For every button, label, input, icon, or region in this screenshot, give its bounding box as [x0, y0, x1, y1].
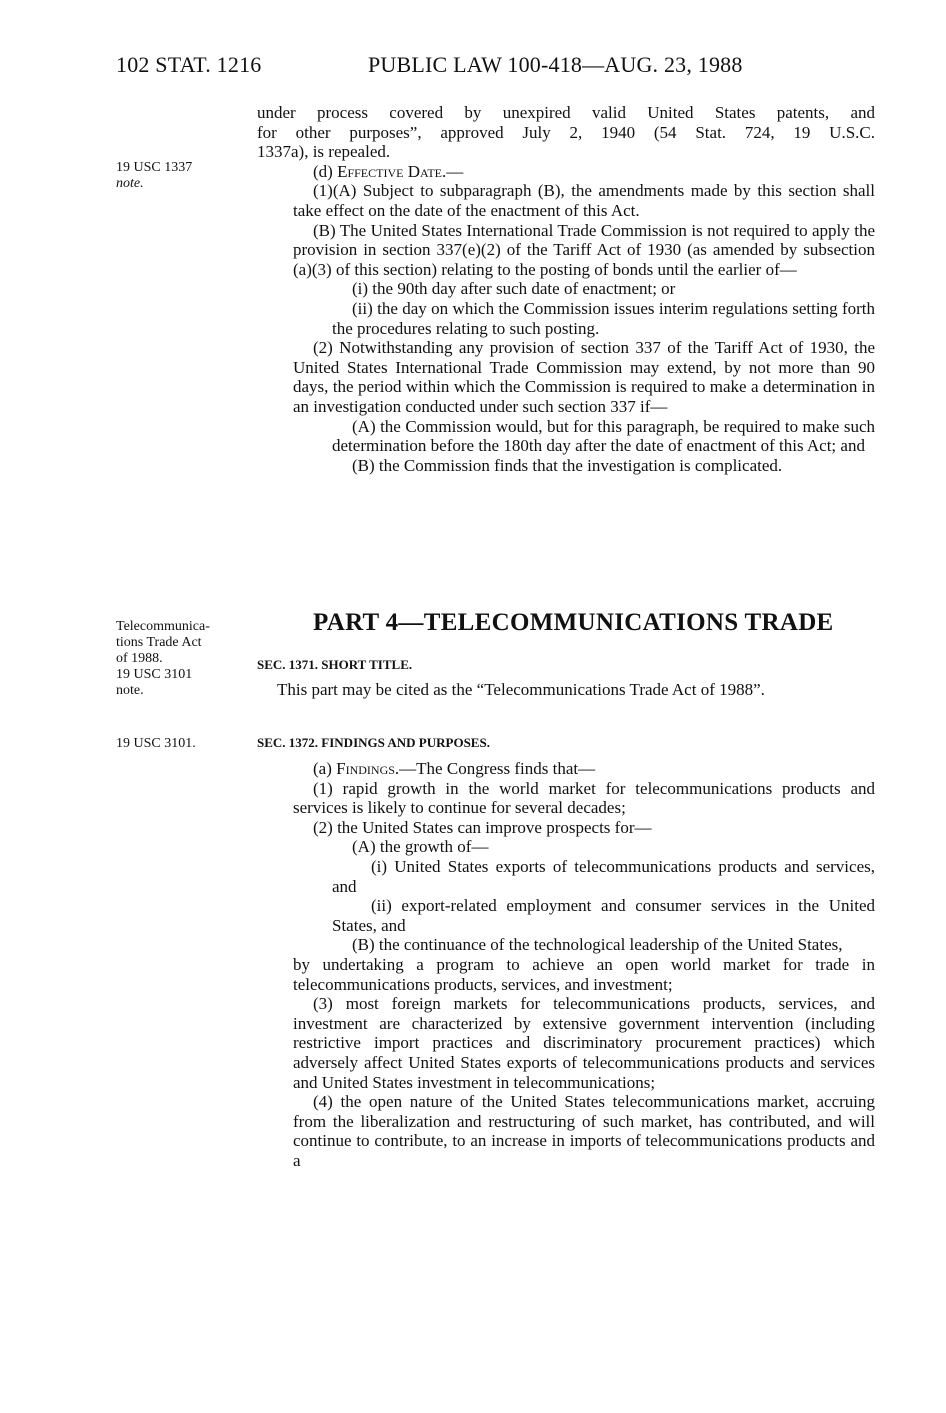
margin-note-line: 19 USC 3101 — [116, 667, 193, 682]
clause-ii: (ii) the day on which the Commission issues interim regulations setting forth the procedures relating to such posting. — [332, 298, 875, 338]
section-1372-heading: SEC. 1372. FINDINGS AND PURPOSES. — [257, 735, 490, 750]
finding-2Aii: (ii) export-related employment and consumer services in the United States, and — [332, 896, 875, 935]
margin-note-line: Telecommunica- — [116, 619, 210, 634]
paragraph-2: (2) Notwithstanding any provision of section 337 of the Tariff Act of 1930, the United States International Trade Commission may extend, by not more than 90 days, the period within which the Commission is required to make a determination in an investigation conducted under such section 337 if— — [293, 338, 875, 416]
margin-note-line: note. — [116, 176, 144, 191]
text-line: for other purposes”, approved July 2, 1940 (54 Stat. 724, 19 U.S.C. — [257, 122, 875, 142]
finding-1: (1) rapid growth in the world market for telecommunications products and services is likely to continue for several decades; — [293, 778, 875, 818]
paragraph-1B: (B) The United States International Trade Commission is not required to apply the provision in section 337(e)(2) of the Tariff Act of 1930 (as amended by subsection (a)(3) of this section) relating to the posting of bonds until the earlier of— — [293, 220, 875, 279]
margin-note-line: note. — [116, 683, 144, 698]
finding-2: (2) the United States can improve prospects for— — [313, 817, 652, 837]
margin-note-line: of 1988. — [116, 651, 163, 666]
section-1371-heading: SEC. 1371. SHORT TITLE. — [257, 657, 413, 672]
margin-note-line: 19 USC 3101. — [116, 736, 196, 751]
subsection-d-heading: (d) Effective Date.— — [313, 161, 464, 181]
subparagraph-A: (A) the Commission would, but for this paragraph, be required to make such determination before the 180th day after the date of enactment of this Act; and — [332, 416, 875, 456]
margin-note-line: tions Trade Act — [116, 635, 202, 650]
finding-2-tail: by undertaking a program to achieve an open world market for trade in telecommunications products, services, and investment; — [293, 954, 875, 994]
finding-3: (3) most foreign markets for telecommunications products, services, and investment are characterized by extensive government intervention (including restrictive import practices and discriminatory procurement practices) which adversely affect United States exports of telecommunications products and services and United States investment in telecommunications; — [293, 994, 875, 1092]
finding-2B: (B) the continuance of the technological leadership of the United States, — [352, 935, 843, 955]
subparagraph-B: (B) the Commission finds that the investigation is complicated. — [352, 455, 783, 475]
margin-note-line: 19 USC 1337 — [116, 160, 193, 175]
paragraph-1A: (1)(A) Subject to subparagraph (B), the amendments made by this section shall take effect on the date of the enactment of this Act. — [293, 181, 875, 220]
section-1372-text — [257, 759, 875, 1170]
margin-note-3101 — [116, 736, 196, 752]
finding-4: (4) the open nature of the United States telecommunications market, accruing from the liberalization and restructuring of such market, has contributed, and will continue to contribute, to an increase in imports of telecommunications products and a — [293, 1092, 875, 1170]
part-title: PART 4—TELECOMMUNICATIONS TRADE — [313, 609, 834, 636]
clause-i: (i) the 90th day after such date of enactment; or — [352, 279, 676, 299]
subsection-a-heading: (a) Findings.—The Congress finds that— — [313, 759, 596, 778]
margin-note-1337 — [116, 160, 192, 192]
short-title-text: This part may be cited as the “Telecommunications Trade Act of 1988”. — [277, 680, 765, 699]
text-line: under process covered by unexpired valid United States patents, and — [257, 103, 875, 122]
page-running-head: PUBLIC LAW 100-418—AUG. 23, 1988 — [368, 52, 743, 77]
section-effective-date — [257, 103, 875, 475]
page-stat-number: 102 STAT. 1216 — [116, 52, 262, 77]
finding-2Ai: (i) United States exports of telecommunications products and services, and — [332, 856, 875, 896]
section-1371-text — [257, 680, 875, 700]
margin-note-telecom-act — [116, 619, 210, 699]
text-line: 1337a), is repealed. — [257, 142, 391, 162]
finding-2A: (A) the growth of— — [352, 837, 489, 857]
